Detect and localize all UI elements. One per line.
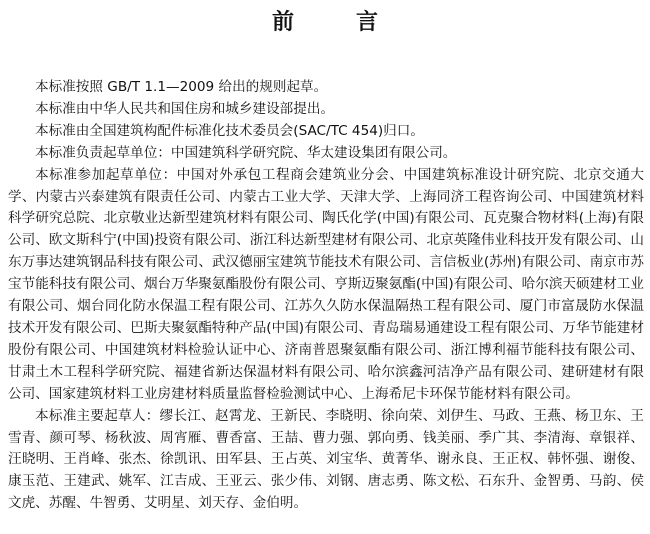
- page-title: 前 言: [271, 10, 398, 35]
- paragraph-drafting-rules: 本标准按照 GB/T 1.1—2009 给出的规则起草。: [35, 79, 328, 95]
- paragraph-participating-units: 本标准参加起草单位：中国对外承包工程商会建筑业分会、中国建筑标准设计研究院、北京交通大学、内蒙古兴泰建筑有限责任公司、内蒙古工业大学、天津大学、上海同济工程咨询公司、中国建筑材料科学研究总院、北京敬业达新型建筑材料有限公司、陶氏化学(中国)有限公司、瓦克聚合物材料(上海)有限公司、欧文斯科宁(中国)投资有限公司、浙江科达新型建材有限公司、北京英隆伟业科技开发有限公司、山东万事达建筑钢品科技有限公司、武汉德丽宝建筑节能技术有限公司、言信板业(苏州)有限公司、南京市苏宝节能科技有限公司、烟台万华聚氨酯股份有限公司、亨斯迈聚氨酯(中国)有限公司、哈尔滨天硕建材工业有限公司、烟台同化防水保温工程有限公司、江苏久久防水保温隔热工程有限公司、厦门市富晟防水保温技术开发有限公司、巴斯夫聚氨酯特种产品(中国)有限公司、青岛瑞易通建设工程有限公司、万华节能建材股份有限公司、中国建筑材料检验认证中心、济南普恩聚氨酯有限公司、浙江博利福节能科技有限公司、甘肃土木工程科学研究院、福建省新达保温材料有限公司、哈尔滨鑫河洁净产品有限公司、建研建材有限公司、国家建筑材料工业房建材料质量监督检验测试中心、上海希尼卡环保节能材料有限公司。: [8, 166, 644, 402]
- paragraph-committee: 本标准由全国建筑构配件标准化技术委员会(SAC/TC 454)归口。: [35, 122, 424, 139]
- paragraph-lead-drafters: 本标准负责起草单位：中国建筑科学研究院、华太建设集团有限公司。: [35, 144, 457, 161]
- document-body: [8, 77, 644, 515]
- paragraph-proposer: 本标准由中华人民共和国住房和城乡建设部提出。: [35, 100, 335, 117]
- paragraph-main-drafters: 本标准主要起草人：缪长江、赵霄龙、王新民、李晓明、徐向荣、刘伊生、马政、王燕、杨卫东、王雪青、颜可琴、杨秋波、周宵雁、曹香富、王喆、曹力强、郭向勇、钱美丽、季广其、李清海、章银祥、汪晓明、王肖峰、张杰、徐凯讯、田军县、王占英、刘宝华、黄菁华、谢永良、王正权、韩怀强、谢俊、康玉范、王建武、姚军、江吉成、王亚云、张少伟、刘钢、唐志勇、陈文松、石东升、金智勇、马韵、侯文虎、苏醒、牛智勇、艾明星、刘天存、金伯明。: [8, 407, 644, 512]
